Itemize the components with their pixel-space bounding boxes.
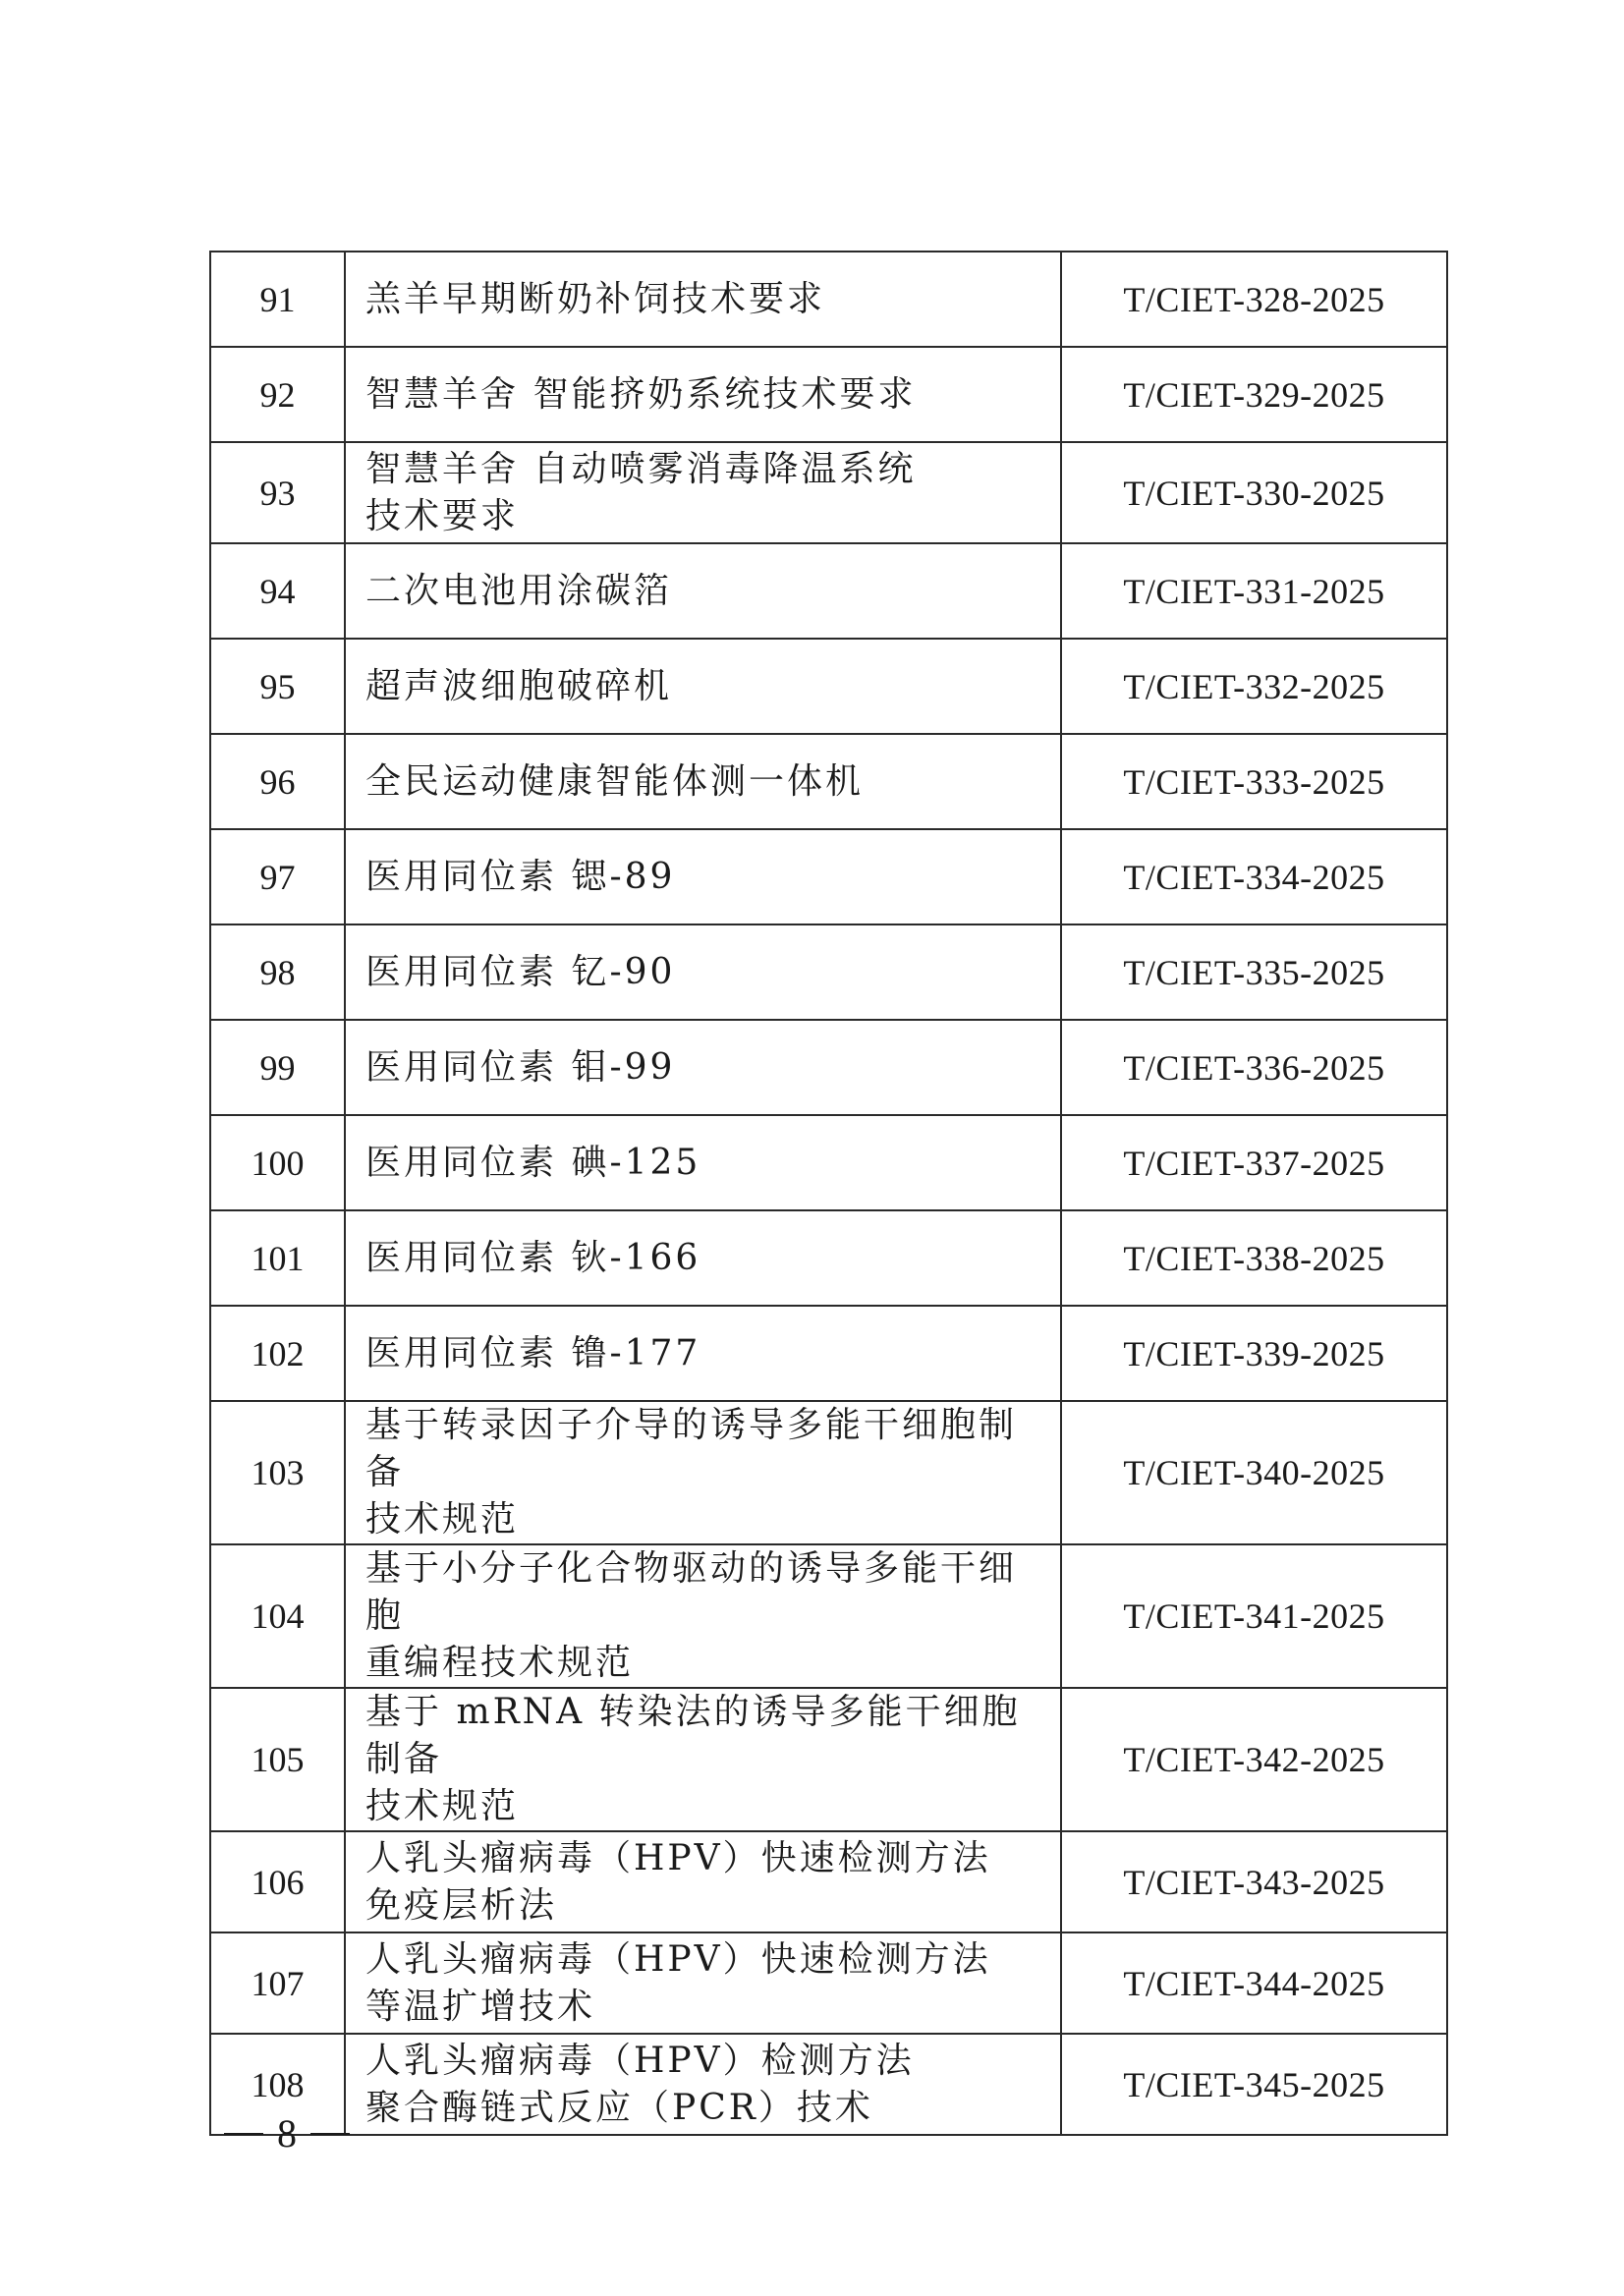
table-row <box>210 1544 1447 1688</box>
standard-code-cell: T/CIET-331-2025 <box>1061 543 1447 639</box>
standard-name-cell <box>345 2034 1061 2135</box>
row-number-cell: 101 <box>210 1210 345 1306</box>
standard-name-line: 医用同位素 钇-90 <box>365 951 676 992</box>
table-row <box>210 1831 1447 1932</box>
standard-code-cell: T/CIET-344-2025 <box>1061 1932 1447 2034</box>
standard-name-line: 医用同位素 钬-166 <box>365 1237 701 1278</box>
table-row <box>210 1210 1447 1306</box>
footer-dash-left <box>224 2133 263 2135</box>
standard-name-line: 技术规范 <box>365 1786 520 1826</box>
standard-code-cell: T/CIET-345-2025 <box>1061 2034 1447 2135</box>
standard-name-line: 智慧羊舍 自动喷雾消毒降温系统 <box>365 448 917 489</box>
standard-code-cell: T/CIET-333-2025 <box>1061 734 1447 829</box>
standard-name-cell <box>345 1020 1061 1115</box>
standard-name-line: 基于小分子化合物驱动的诱导多能干细胞 <box>365 1548 1018 1636</box>
standard-name-line: 聚合酶链式反应（PCR）技术 <box>365 2087 873 2128</box>
page-number: 8 <box>277 2111 297 2156</box>
row-number-cell: 97 <box>210 829 345 924</box>
table-row <box>210 1020 1447 1115</box>
table-row <box>210 543 1447 639</box>
standard-name-cell <box>345 1306 1061 1401</box>
standard-name-line: 全民运动健康智能体测一体机 <box>365 760 865 802</box>
standard-name-cell <box>345 1932 1061 2034</box>
standards-table <box>209 251 1448 2136</box>
standard-name-cell <box>345 347 1061 442</box>
standard-code-cell: T/CIET-334-2025 <box>1061 829 1447 924</box>
standard-code-cell: T/CIET-343-2025 <box>1061 1831 1447 1932</box>
standard-name-line: 人乳头瘤病毒（HPV）检测方法 <box>365 2040 915 2081</box>
row-number-cell: 91 <box>210 252 345 347</box>
standard-code-cell: T/CIET-342-2025 <box>1061 1688 1447 1831</box>
standards-table-body <box>210 252 1447 2135</box>
standard-code-cell: T/CIET-335-2025 <box>1061 924 1447 1020</box>
standard-name-line: 医用同位素 钼-99 <box>365 1046 676 1088</box>
standard-name-cell <box>345 1688 1061 1831</box>
standard-name-cell <box>345 252 1061 347</box>
standard-name-line: 医用同位素 镥-177 <box>365 1332 701 1373</box>
standard-name-line: 人乳头瘤病毒（HPV）快速检测方法 <box>365 1837 991 1878</box>
row-number-cell: 100 <box>210 1115 345 1210</box>
standard-name-cell <box>345 734 1061 829</box>
table-row <box>210 1115 1447 1210</box>
standard-name-cell <box>345 639 1061 734</box>
table-row <box>210 639 1447 734</box>
standard-name-line: 医用同位素 碘-125 <box>365 1142 701 1183</box>
table-row <box>210 1401 1447 1544</box>
standard-code-cell: T/CIET-329-2025 <box>1061 347 1447 442</box>
standard-name-line: 羔羊早期断奶补饲技术要求 <box>365 278 826 319</box>
standard-code-cell: T/CIET-336-2025 <box>1061 1020 1447 1115</box>
standard-name-line: 免疫层析法 <box>365 1884 558 1926</box>
table-row <box>210 829 1447 924</box>
standard-code-cell: T/CIET-328-2025 <box>1061 252 1447 347</box>
standard-name-line: 人乳头瘤病毒（HPV）快速检测方法 <box>365 1938 991 1980</box>
table-row <box>210 442 1447 543</box>
row-number-cell: 92 <box>210 347 345 442</box>
row-number-cell: 106 <box>210 1831 345 1932</box>
standard-name-line: 技术规范 <box>365 1499 520 1540</box>
table-row <box>210 924 1447 1020</box>
standard-name-line: 智慧羊舍 智能挤奶系统技术要求 <box>365 373 917 415</box>
row-number-cell: 93 <box>210 442 345 543</box>
footer-dash-right <box>310 2133 350 2135</box>
table-row <box>210 1306 1447 1401</box>
row-number-cell: 103 <box>210 1401 345 1544</box>
table-row <box>210 734 1447 829</box>
table-row <box>210 1688 1447 1831</box>
page-footer <box>224 2110 350 2156</box>
standard-name-cell <box>345 924 1061 1020</box>
standard-code-cell: T/CIET-339-2025 <box>1061 1306 1447 1401</box>
standard-code-cell: T/CIET-337-2025 <box>1061 1115 1447 1210</box>
standard-name-cell <box>345 442 1061 543</box>
standard-name-cell <box>345 1115 1061 1210</box>
row-number-cell: 99 <box>210 1020 345 1115</box>
standard-name-cell <box>345 1831 1061 1932</box>
standard-code-cell: T/CIET-338-2025 <box>1061 1210 1447 1306</box>
row-number-cell: 105 <box>210 1688 345 1831</box>
standard-name-cell <box>345 1401 1061 1544</box>
standard-name-cell <box>345 1210 1061 1306</box>
row-number-cell: 95 <box>210 639 345 734</box>
standard-code-cell: T/CIET-332-2025 <box>1061 639 1447 734</box>
standard-name-line: 等温扩增技术 <box>365 1986 596 2027</box>
table-row <box>210 1932 1447 2034</box>
row-number-cell: 98 <box>210 924 345 1020</box>
table-row <box>210 2034 1447 2135</box>
table-row <box>210 347 1447 442</box>
standard-name-cell <box>345 1544 1061 1688</box>
standard-code-cell: T/CIET-340-2025 <box>1061 1401 1447 1544</box>
row-number-cell: 102 <box>210 1306 345 1401</box>
standard-name-line: 基于转录因子介导的诱导多能干细胞制备 <box>365 1405 1018 1492</box>
row-number-cell: 94 <box>210 543 345 639</box>
row-number-cell: 108 <box>210 2034 345 2135</box>
table-row <box>210 252 1447 347</box>
standard-name-cell <box>345 829 1061 924</box>
standard-name-line: 二次电池用涂碳箔 <box>365 570 673 611</box>
row-number-cell: 104 <box>210 1544 345 1688</box>
standard-name-line: 基于 mRNA 转染法的诱导多能干细胞制备 <box>365 1692 1021 1779</box>
standard-code-cell: T/CIET-341-2025 <box>1061 1544 1447 1688</box>
standard-name-line: 超声波细胞破碎机 <box>365 665 673 706</box>
standard-name-cell <box>345 543 1061 639</box>
standard-name-line: 医用同位素 锶-89 <box>365 856 676 897</box>
standard-name-line: 技术要求 <box>365 495 520 536</box>
standard-name-line: 重编程技术规范 <box>365 1643 635 1683</box>
row-number-cell: 107 <box>210 1932 345 2034</box>
row-number-cell: 96 <box>210 734 345 829</box>
standard-code-cell: T/CIET-330-2025 <box>1061 442 1447 543</box>
